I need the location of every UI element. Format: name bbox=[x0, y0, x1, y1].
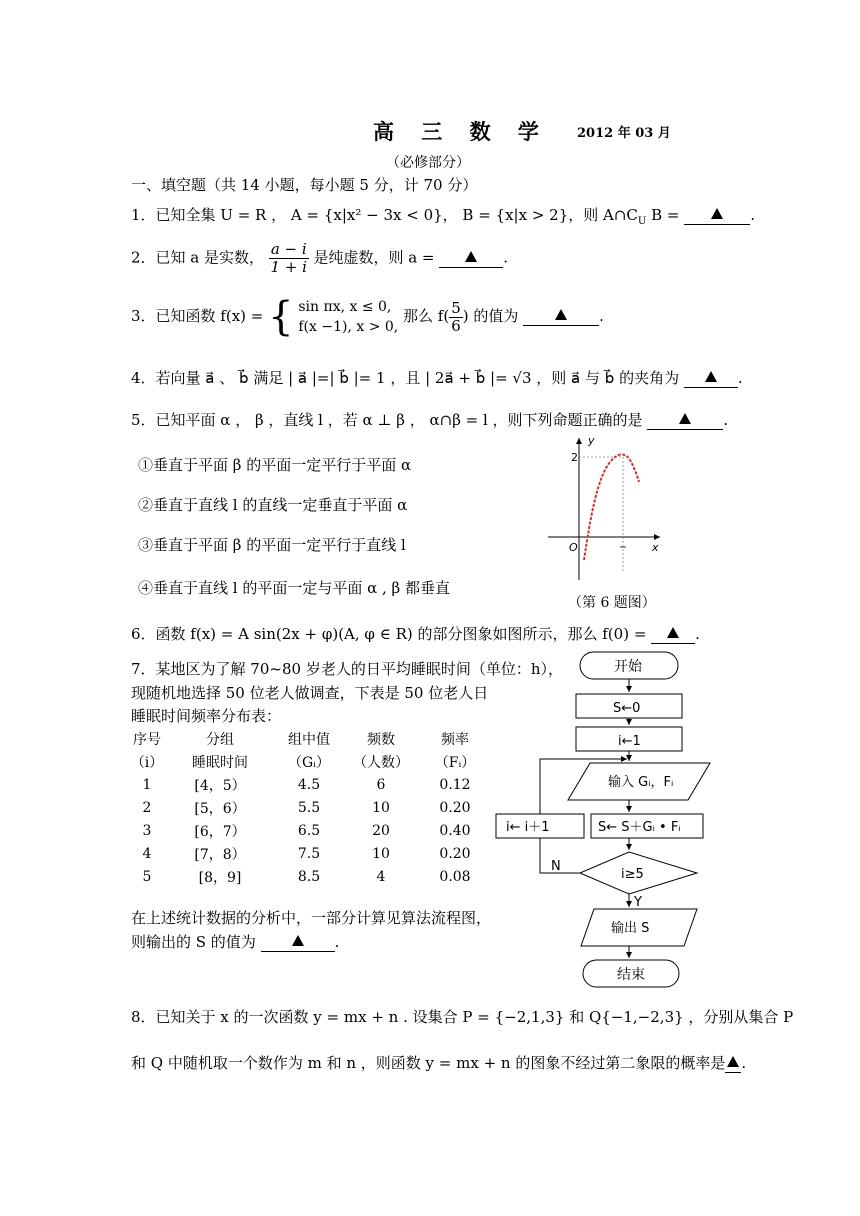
q1-subscript: U bbox=[637, 216, 647, 227]
q6-text: 6．函数 f(x) = A sin(2x + φ)(A, φ ∈ R) 的部分图象如图所示，那么 f(0) = bbox=[131, 625, 647, 643]
triangle-icon bbox=[667, 627, 679, 638]
subtitle: （必修部分） bbox=[386, 155, 470, 171]
q3-case-1: sin πx, x ≤ 0, bbox=[298, 299, 392, 315]
q8-line-2: 和 Q 中随机取一个数作为 m 和 n ，则函数 y = mx + n 的图象不经过第二象限的概率是 . bbox=[131, 1054, 747, 1072]
table-header: （人数） bbox=[353, 754, 409, 771]
y-tick-label: 2 bbox=[571, 451, 578, 464]
q5-option-1: ①垂直于平面 β 的平面一定平行于平面 α bbox=[138, 456, 412, 474]
q2-denominator: 1 + i bbox=[270, 258, 307, 276]
table-cell: 10 bbox=[372, 799, 390, 816]
triangle-icon bbox=[727, 1056, 739, 1067]
table-header: （i） bbox=[130, 754, 164, 771]
table-cell: 4 bbox=[142, 845, 152, 862]
brace-glyph: { bbox=[268, 294, 294, 340]
q7-after-2-text: 则输出的 S 的值为 bbox=[131, 933, 256, 951]
sine-curve bbox=[584, 454, 639, 560]
end-label: 结束 bbox=[617, 967, 645, 983]
table-header: 序号 bbox=[133, 731, 161, 748]
question-1: 1．已知全集 U = R ， A = {x|x² − 3x < 0}， B = {x|x > 2}，则 $A\cap C_U$ B = . bbox=[131, 206, 756, 227]
question-2: 2．已知 a 是实数， $\frac{a - i}{1 + i}$ 是纯虚数，则 a = . bbox=[131, 240, 509, 276]
q3-fraction bbox=[449, 300, 463, 335]
table-cell: 2 bbox=[142, 799, 152, 816]
q3-case-2: f(x −1), x > 0, bbox=[298, 319, 399, 335]
table-header: （Gᵢ） bbox=[288, 754, 330, 771]
q7-after-1: 在上述统计数据的分析中，一部分计算见算法流程图， bbox=[131, 909, 492, 927]
table-row bbox=[124, 796, 496, 819]
q3-denominator: 6 bbox=[451, 316, 461, 335]
table-cell: 0.12 bbox=[439, 776, 471, 793]
question-5: 5．已知平面 α ， β ，直线 l ，若 α ⊥ β ， α∩β = l ，则下列命题正确的是 . bbox=[131, 411, 729, 429]
triangle-icon bbox=[705, 371, 717, 382]
answer-blank-5[interactable] bbox=[647, 412, 723, 430]
table-row bbox=[124, 842, 496, 865]
table-header: 频数 bbox=[367, 731, 395, 748]
output-label: 输出 S bbox=[611, 921, 650, 936]
table-row bbox=[124, 865, 496, 888]
table-cell: 4 bbox=[376, 868, 386, 885]
table-cell: [4，5） bbox=[194, 777, 246, 794]
piecewise-cases bbox=[298, 297, 398, 337]
table-header: （Fᵢ） bbox=[434, 754, 476, 771]
exam-date: 2012 年 03 月 bbox=[577, 126, 671, 141]
q3-numerator: 5 bbox=[451, 298, 461, 317]
table-row bbox=[124, 819, 496, 842]
answer-blank-2[interactable] bbox=[439, 250, 503, 268]
q2-fraction bbox=[269, 241, 309, 276]
table-cell: [7，8） bbox=[194, 846, 246, 863]
y-axis-label: y bbox=[588, 434, 595, 447]
table-cell: 10 bbox=[372, 845, 390, 862]
no-label: N bbox=[551, 859, 561, 874]
x-axis-label: x bbox=[652, 541, 659, 554]
q3-text: 3．已知函数 f(x) = bbox=[131, 307, 269, 325]
table-cell: 20 bbox=[372, 822, 390, 839]
table-cell: 0.20 bbox=[439, 845, 471, 862]
q5-option-2: ②垂直于直线 l 的直线一定垂直于平面 α bbox=[138, 496, 408, 514]
answer-blank-4[interactable] bbox=[684, 370, 738, 388]
table-cell: 7.5 bbox=[297, 845, 321, 862]
q5-option-4: ④垂直于直线 l 的平面一定与平面 α , β 都垂直 bbox=[138, 579, 450, 597]
triangle-icon bbox=[711, 208, 723, 219]
page-title: 高 三 数 学 bbox=[373, 119, 549, 144]
table-cell: 5.5 bbox=[297, 799, 321, 816]
table-cell: [8，9] bbox=[198, 869, 242, 886]
start-label: 开始 bbox=[614, 659, 642, 675]
table-cell: [6，7） bbox=[194, 823, 246, 840]
answer-blank-8[interactable] bbox=[725, 1055, 741, 1073]
section-heading: 一、填空题（共 14 小题，每小题 5 分，计 70 分） bbox=[131, 176, 478, 194]
table-row bbox=[124, 773, 496, 796]
answer-blank-7[interactable] bbox=[261, 934, 335, 952]
q7-line-2: 现随机地选择 50 位老人做调查，下表是 50 位老人日 bbox=[131, 684, 489, 702]
q2-numerator: a − i bbox=[270, 240, 307, 258]
table-cell: 4.5 bbox=[297, 776, 321, 793]
init-s-label: S←0 bbox=[613, 701, 641, 716]
table-cell: 6.5 bbox=[297, 822, 321, 839]
increment-label: i← i＋1 bbox=[506, 820, 550, 835]
q8-line-1: 8．已知关于 x 的一次函数 y = mx + n . 设集合 P = {−2,1,3} 和 Q{−1,−2,3} ，分别从集合 P bbox=[131, 1008, 794, 1026]
table-header: 频率 bbox=[441, 731, 469, 748]
update-label: S← S＋Gᵢ • Fᵢ bbox=[598, 820, 681, 835]
q1-text-end: B = bbox=[651, 206, 685, 224]
condition-label: i≥5 bbox=[621, 867, 644, 882]
origin-label: O bbox=[569, 541, 578, 554]
table-header: 组中值 bbox=[288, 731, 330, 748]
triangle-icon bbox=[555, 309, 567, 320]
frequency-table bbox=[124, 727, 496, 888]
table-header: 分组 bbox=[206, 731, 234, 748]
question-3: 3．已知函数 f(x) = { sin πx, x ≤ 0, f(x −1), x > 0, 那么 f( $\frac{5}{6}$ ) 的值为 . bbox=[131, 294, 604, 340]
triangle-icon bbox=[465, 251, 477, 262]
q5-text: 5．已知平面 α ， β ，直线 l ，若 α ⊥ β ， α∩β = l ，则下列命题正确的是 bbox=[131, 411, 643, 429]
q7-after-2: 则输出的 S 的值为 . bbox=[131, 933, 340, 951]
q7-line-1: 7．某地区为了解 70~80 岁老人的日平均睡眠时间（单位：h）， bbox=[131, 660, 563, 678]
table-cell: 0.20 bbox=[439, 799, 471, 816]
q4-text: 4．若向量 a⃗ 、 b⃗ 满足 | a⃗ |=| b⃗ |= 1 ，且 | 2a⃗ + b⃗ |= √3 ，则 a⃗ 与 b⃗ 的夹角为 bbox=[131, 369, 680, 387]
answer-blank-3[interactable] bbox=[523, 308, 599, 326]
q7-line-3: 睡眠时间频率分布表： bbox=[131, 707, 282, 725]
table-cell: 8.5 bbox=[297, 868, 321, 885]
triangle-icon bbox=[292, 935, 304, 946]
table-cell: 0.08 bbox=[439, 868, 471, 885]
table-cell: [5，6） bbox=[194, 800, 246, 817]
flowchart bbox=[488, 646, 728, 992]
init-i-label: i←1 bbox=[618, 734, 641, 749]
graph-caption: （第 6 题图） bbox=[568, 595, 656, 611]
q3-text-end: ) 的值为 bbox=[462, 307, 519, 325]
table-cell: 5 bbox=[142, 868, 152, 885]
table-header-row-1 bbox=[124, 727, 496, 750]
q5-option-3: ③垂直于平面 β 的平面一定平行于直线 l bbox=[138, 536, 406, 554]
table-cell: 6 bbox=[376, 776, 386, 793]
q8-line-2-text: 和 Q 中随机取一个数作为 m 和 n ，则函数 y = mx + n 的图象不经过第二象限的概率是 bbox=[131, 1054, 726, 1072]
table-cell: 0.40 bbox=[439, 822, 471, 839]
q3-mid: 那么 f( bbox=[403, 307, 450, 325]
yes-label: Y bbox=[634, 895, 642, 910]
table-cell: 1 bbox=[142, 776, 152, 793]
input-label: 输入 Gᵢ，Fᵢ bbox=[608, 775, 674, 790]
q2-text: 2．已知 a 是实数， bbox=[131, 248, 265, 267]
question-4: 4．若向量 a⃗ 、 b⃗ 满足 | a⃗ |=| b⃗ |= 1 ，且 | 2a⃗ + b⃗ |= √3 ，则 a⃗ 与 b⃗ 的夹角为 . bbox=[131, 369, 743, 387]
triangle-icon bbox=[679, 413, 691, 424]
q2-text-end: 是纯虚数，则 a = bbox=[313, 248, 440, 267]
question-6: 6．函数 f(x) = A sin(2x + φ)(A, φ ∈ R) 的部分图象如图所示，那么 f(0) = . bbox=[131, 625, 700, 643]
table-header: 睡眠时间 bbox=[192, 754, 248, 771]
function-graph bbox=[540, 430, 680, 590]
answer-blank-1[interactable] bbox=[684, 207, 750, 225]
answer-blank-6[interactable] bbox=[651, 626, 695, 644]
table-cell: 3 bbox=[142, 822, 152, 839]
q1-text: 1．已知全集 U = R ， A = {x|x² − 3x < 0}， B = {x|x > 2}，则 A∩C bbox=[131, 206, 638, 224]
table-header-row-2 bbox=[124, 750, 496, 773]
